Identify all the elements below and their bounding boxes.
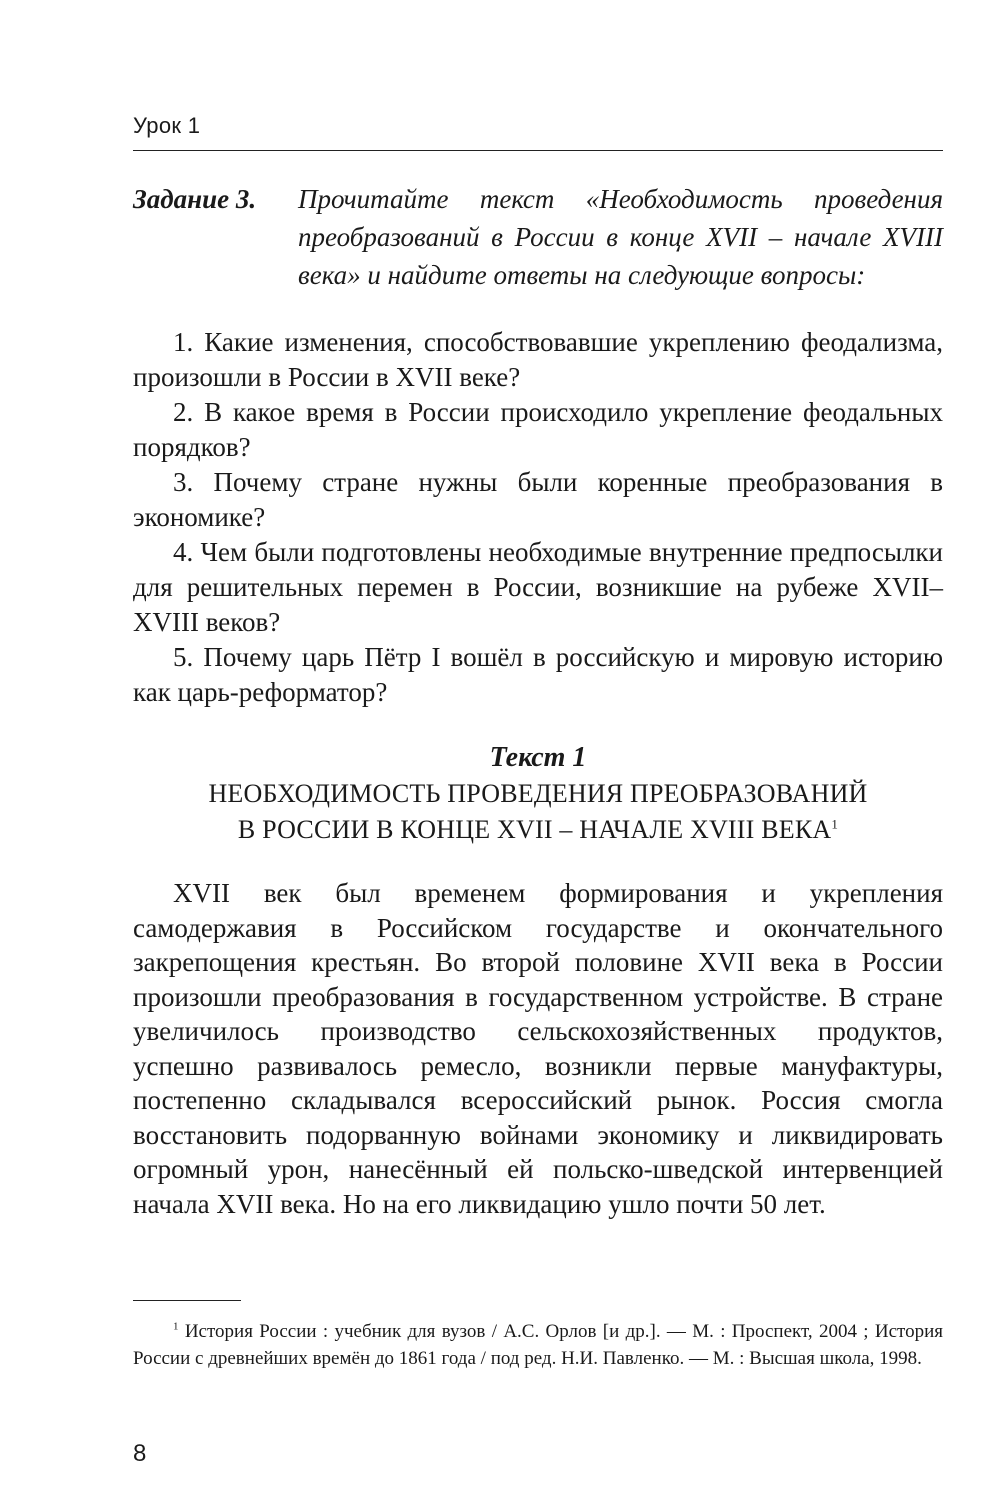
question-item: 1. Какие изменения, способствовавшие укреплению феодализма, произошли в России в XVII веке?	[133, 327, 943, 392]
text-body-paragraph: XVII век был временем формирования и укрепления самодержавия в Российском государстве и окончательного закрепощения крестьян. Во второй половине XVII века в России произошли преобразования в государственном устройстве. В стране увеличилось производство сельскохозяйственных продуктов, успешно развивалось ремесло, возникли первые мануфактуры, постепенно складывался всероссийский рынок. Россия смогла восстановить подорванную войнами экономику и ликвидировать огромный урон, нанесённый ей польско-шведской интервенцией начала XVII века. Но на его ликвидацию ушло почти 50 лет.	[133, 878, 943, 1219]
footnote-reference: 1	[831, 816, 839, 832]
text-title-line1: НЕОБХОДИМОСТЬ ПРОВЕДЕНИЯ ПРЕОБРАЗОВАНИЙ	[208, 779, 868, 808]
question-item: 3. Почему стране нужны были коренные преобразования в экономике?	[133, 467, 943, 532]
task-block	[133, 180, 943, 294]
text-title-line2-wrap	[133, 812, 943, 848]
question-item: 2. В какое время в России происходило укрепление феодальных порядков?	[133, 397, 943, 462]
task-label: Задание 3.	[133, 184, 257, 214]
footnote-text: История России : учебник для вузов / А.С. Орлов [и др.]. — М. : Проспект, 2004 ; История России с древнейших времён до 1861 года / под ред. Н.И. Павленко. — М. : Высшая школа, 1998.	[133, 1321, 943, 1369]
page-number: 8	[133, 1440, 147, 1467]
task-instructions: Прочитайте текст «Необходимость проведения преобразований в России в конце XVII – начале XVIII века» и найдите ответы на следующие вопросы:	[298, 184, 943, 290]
question-item: 5. Почему царь Пётр I вошёл в российскую и мировую историю как царь-реформатор?	[133, 642, 943, 707]
question-list	[133, 325, 943, 710]
footnote	[133, 1318, 943, 1372]
running-head: Урок 1	[133, 113, 201, 138]
task-line	[133, 180, 943, 294]
text-heading	[133, 740, 943, 848]
footnote-mark: 1	[173, 1320, 179, 1333]
header-rule	[133, 150, 943, 151]
question-item: 4. Чем были подготовлены необходимые внутренние предпосылки для решительных перемен в России, возникшие на рубеже XVII–XVIII веков?	[133, 537, 943, 637]
text-label: Текст 1	[489, 742, 587, 773]
footnote-rule	[133, 1300, 241, 1301]
text-title-line2: В РОССИИ В КОНЦЕ XVII – НАЧАЛЕ XVIII ВЕКА	[237, 815, 832, 844]
